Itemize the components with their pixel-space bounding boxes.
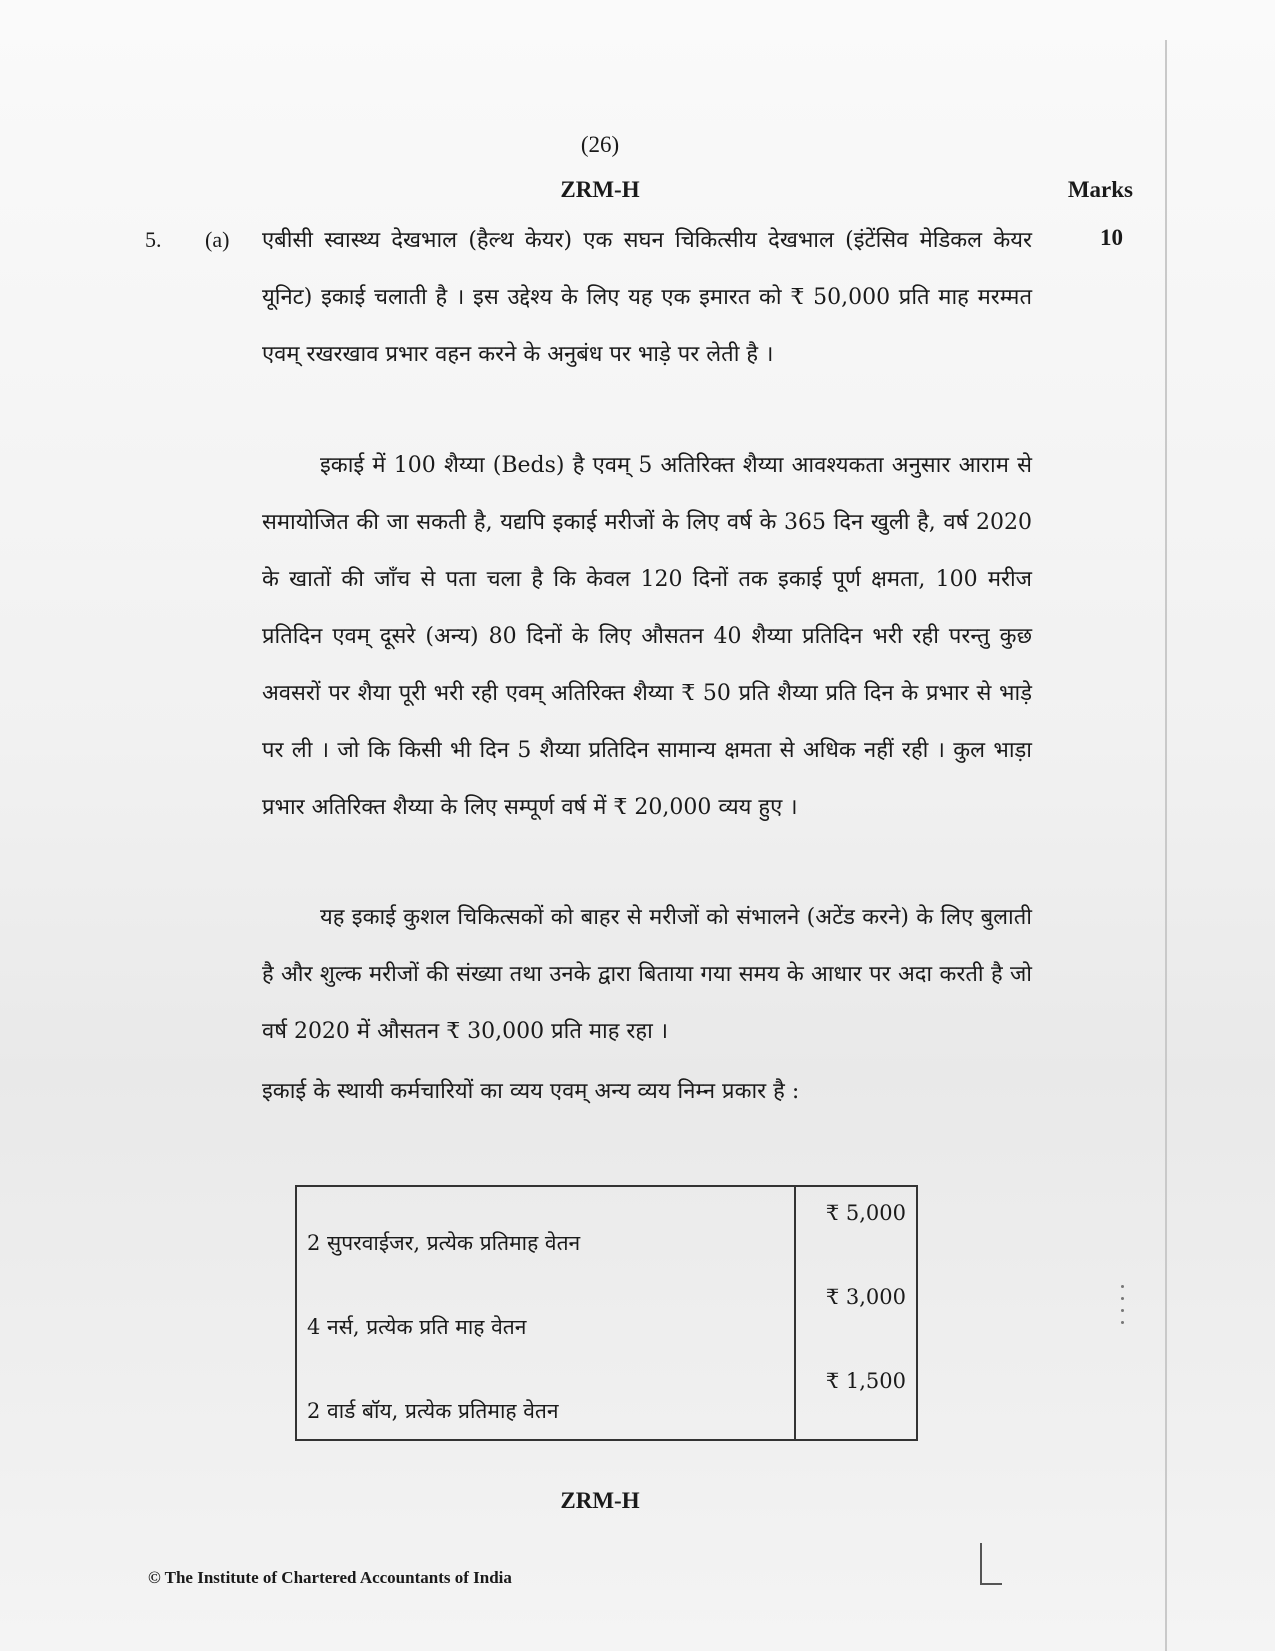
staff-cost-table (295, 1185, 918, 1441)
page-edge (1165, 40, 1167, 1651)
paragraph-doctors: यह इकाई कुशल चिकित्सकों को बाहर से मरीजों को संभालने (अटेंड करने) के लिए बुलाती है और शुल्क मरीजों की संख्या तथा उनके द्वारा बिताया गया समय के आधार पर अदा करती है जो वर्ष 2020 में औसतन ₹ 30,000 प्रति माह रहा । (262, 905, 1032, 1044)
question-marks: 10 (1100, 225, 1123, 250)
paragraph-intro: एबीसी स्वास्थ्य देखभाल (हैल्थ केयर) एक सघन चिकित्सीय देखभाल (इंटेंसिव मेडिकल केयर यूनिट) इकाई चलाती है । इस उद्देश्य के लिए यह एक इमारत को ₹ 50,000 प्रति माह मरम्मत एवम् रखरखाव प्रभार वहन करने के अनुबंध पर भाड़े पर लेती है । (262, 228, 1032, 367)
table-cell-item: 2 वार्ड बॉय, प्रत्येक प्रतिमाह वेतन (307, 1399, 559, 1423)
table-cell-item: 4 नर्स, प्रत्येक प्रति माह वेतन (307, 1315, 527, 1339)
question-number: 5. (145, 227, 162, 252)
table-cell-amount: ₹ 1,500 (795, 1355, 917, 1440)
scan-dots (1121, 1285, 1125, 1333)
table-cell-amount: ₹ 5,000 (795, 1186, 917, 1271)
question-part: (a) (205, 227, 230, 252)
table-row (296, 1355, 917, 1440)
paper-code: ZRM-H (560, 177, 640, 202)
marks-heading: Marks (1067, 177, 1133, 202)
paper-code-bottom: ZRM-H (560, 1488, 640, 1513)
copyright-footer: © The Institute of Chartered Accountants of India (148, 1568, 512, 1587)
paragraph-staff-intro: इकाई के स्थायी कर्मचारियों का व्यय एवम् अन्य व्यय निम्न प्रकार है : (262, 1079, 800, 1104)
page-number: (26) (580, 132, 620, 157)
table-cell-amount: ₹ 3,000 (795, 1271, 917, 1355)
handwritten-mark (980, 1543, 1002, 1585)
table-row (296, 1186, 917, 1271)
table-row (296, 1271, 917, 1355)
table-cell-item: 2 सुपरवाईजर, प्रत्येक प्रतिमाह वेतन (307, 1231, 581, 1255)
paragraph-beds: इकाई में 100 शैय्या (Beds) है एवम् 5 अतिरिक्त शैय्या आवश्यकता अनुसार आराम से समायोजित की जा सकती है, यद्यपि इकाई मरीजों के लिए वर्ष के 365 दिन खुली है, वर्ष 2020 के खातों की जाँच से पता चला है कि केवल 120 दिनों तक इकाई पूर्ण क्षमता, 100 मरीज प्रतिदिन एवम् दूसरे (अन्य) 80 दिनों के लिए औसतन 40 शैय्या प्रतिदिन भरी रही परन्तु कुछ अवसरों पर शैया पूरी भरी रही एवम् अतिरिक्त शैय्या ₹ 50 प्रति शैय्या प्रति दिन के प्रभार से भाड़े पर ली । जो कि किसी भी दिन 5 शैय्या प्रतिदिन सामान्य क्षमता से अधिक नहीं रही । कुल भाड़ा प्रभार अतिरिक्त शैय्या के लिए सम्पूर्ण वर्ष में ₹ 20,000 व्यय हुए । (262, 453, 1032, 820)
